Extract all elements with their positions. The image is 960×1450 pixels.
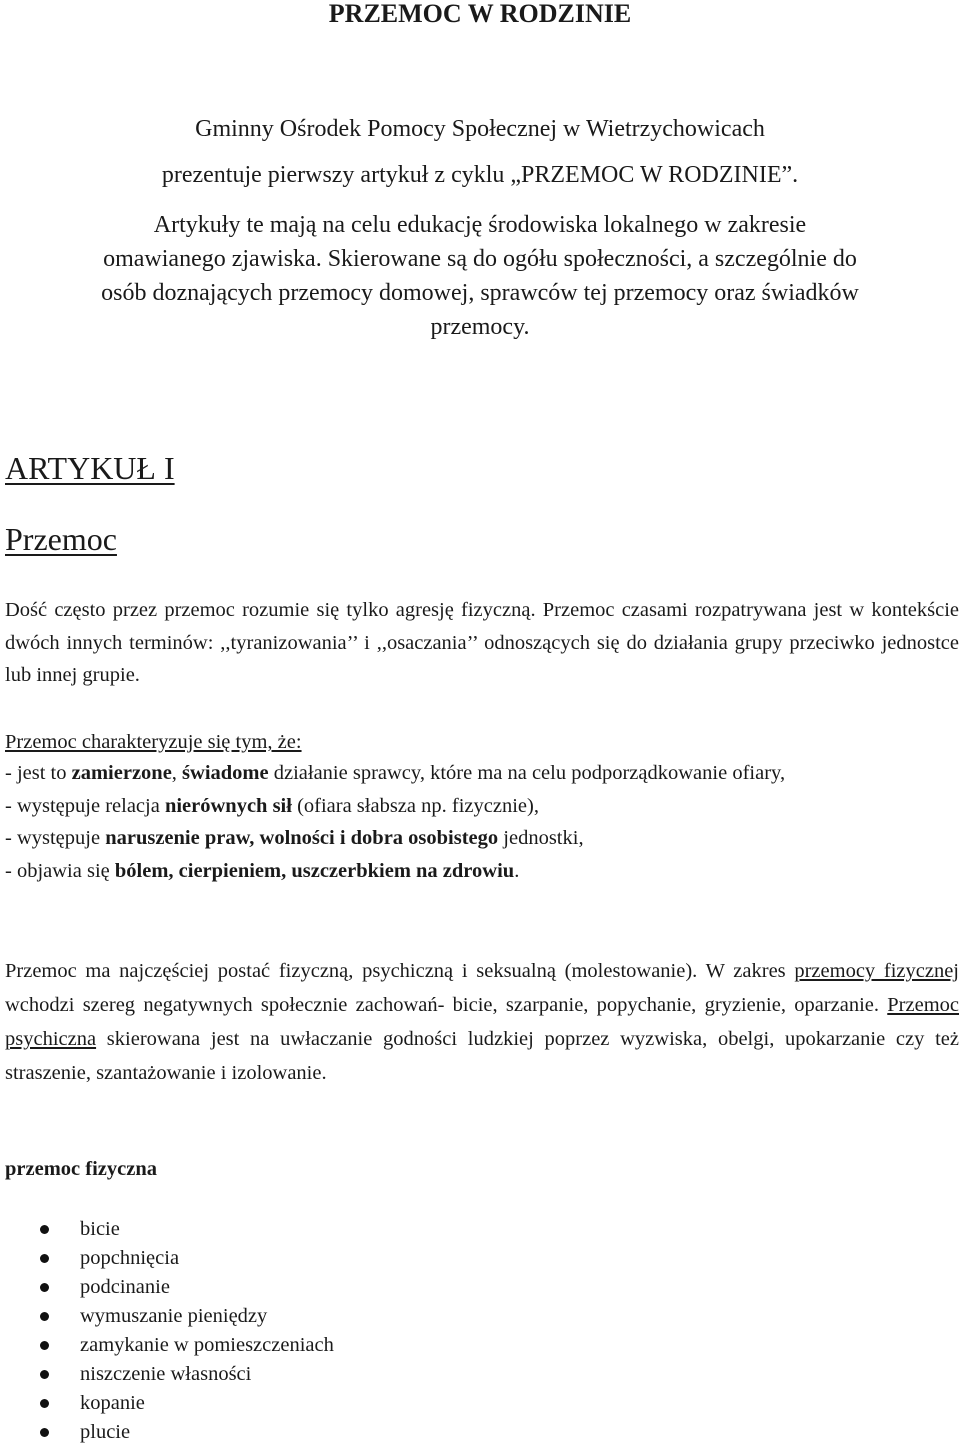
intro-line: osób doznających przemocy domowej, sprawców tej przemocy oraz świadków [101,280,859,306]
intro-line: Gminny Ośrodek Pomocy Społecznej w Wietrzychowicach [195,116,765,142]
intro-line: przemocy. [430,314,530,340]
intro-line: Artykuły te mają na celu edukację środowiska lokalnego w zakresie [153,212,807,238]
characteristic-item: - jest to zamierzone, świadome działanie sprawcy, które ma na celu podporządkowanie ofiary, [5,762,786,784]
list-item: zamykanie w pomieszczeniach [5,1331,334,1360]
article-heading: ARTYKUŁ I [5,450,175,486]
physical-violence-subheading: przemoc fizyczna [5,1158,157,1180]
intro-line: omawianego zjawiska. Skierowane są do ogółu społeczności, a szczególnie do [103,246,857,272]
bullet-icon [40,1428,49,1437]
characteristics-list [5,757,959,887]
bullet-icon [40,1283,49,1292]
characteristic-item: - występuje relacja nierównych sił (ofiara słabsza np. fizycznie), [5,794,539,817]
list-item: wymuszanie pieniędzy [5,1302,334,1331]
characteristic-item: - występuje naruszenie praw, wolności i dobra osobistego jednostki, [5,827,584,849]
bullet-icon [40,1341,49,1350]
physical-violence-term: przemocy fizycznej [794,960,959,982]
list-item: podcinanie [5,1273,334,1302]
bullet-icon [40,1399,49,1408]
intro-line: prezentuje pierwszy artykuł z cyklu „PRZEMOC W RODZINIE”. [161,162,799,188]
characteristics-heading: Przemoc charakteryzuje się tym, że: [5,731,302,753]
psychological-violence-term: Przemoc psychiczna [5,994,959,1050]
characteristic-item: - objawia się bólem, cierpieniem, uszczerbkiem na zdrowiu. [5,859,520,882]
bullet-icon [40,1225,49,1234]
bullet-icon [40,1370,49,1379]
list-item: kopanie [5,1389,334,1418]
list-item: plucie [5,1418,334,1447]
bullet-icon [40,1312,49,1321]
intro-paragraph [0,112,960,344]
section-heading: Przemoc [5,521,117,557]
list-item: bicie [5,1215,334,1244]
list-item: popchnięcia [5,1244,334,1273]
physical-violence-list [5,1215,334,1447]
forms-paragraph: Przemoc ma najczęściej postać fizyczną, psychiczną i seksualną (molestowanie). W zakres przemocy fizycznej wchodzi szereg negatywnych społecznie zachowań- bicie, szarpanie, popychanie, gryzienie, oparzanie. Przemoc psychiczna skierowana jest na uwłaczanie godności ludzkiej poprzez wyzwiska, obelgi, upokarzanie czy też straszenie, szantażowanie i izolowanie. [5,960,959,1084]
list-item: niszczenie własności [5,1360,334,1389]
bullet-icon [40,1254,49,1263]
definition-paragraph: Dość często przez przemoc rozumie się tylko agresję fizyczną. Przemoc czasami rozpatrywana jest w kontekście dwóch innych terminów: ,,tyranizowania’’ i ,,osaczania’’ odnoszących się do działania grupy przeciwko jednostce lub innej grupie. [5,599,959,686]
document-title: PRZEMOC W RODZINIE [328,0,632,28]
